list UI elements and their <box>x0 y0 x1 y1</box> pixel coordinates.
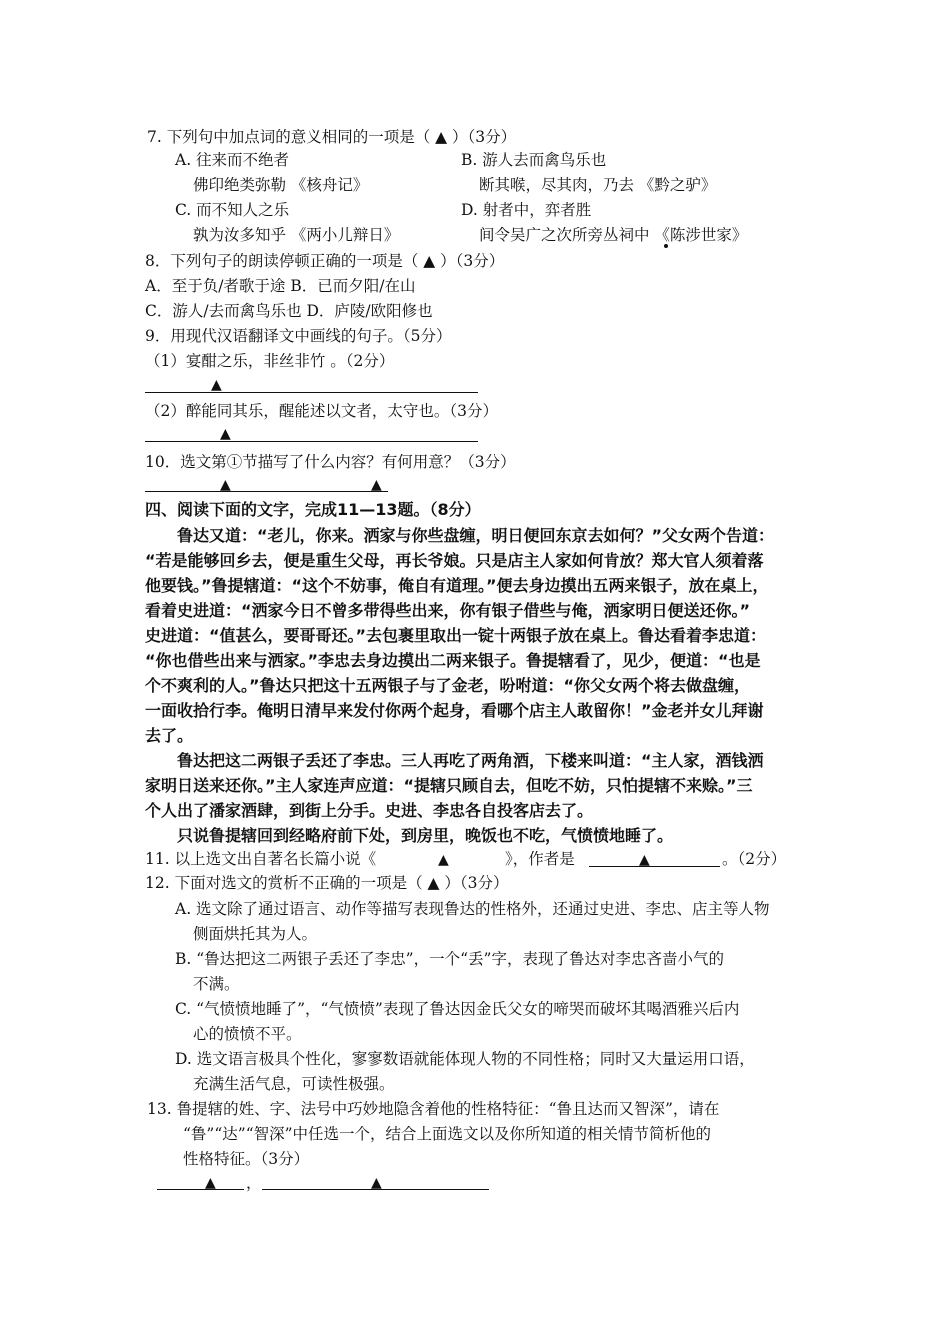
q10-stem: 10．选文第①节描写了什么内容？有何用意？（3分） <box>145 453 516 471</box>
passage-line: 去了。 <box>145 726 194 745</box>
q8-options-row1: A．至于负/者歌于途 B．已而夕阳/在山 <box>145 277 416 295</box>
q7-stem: 7. 下列句中加点词的意义相同的一项是（ ▲ ）（3分） <box>147 128 517 146</box>
q11-part1: 11. 以上选文出自著名长篇小说《 <box>145 850 377 868</box>
passage-line: “你也借些出来与洒家。”李忠去身边摸出二两来银子。鲁提辖看了，见少，便道：“也是 <box>145 651 761 670</box>
q12-option-c: C. “气愤愤地睡了”，“气愤愤”表现了鲁达因金氏父女的啼哭而破坏其喝酒雅兴后内 <box>175 1000 740 1018</box>
q12-option-a-cont: 侧面烘托其为人。 <box>193 925 318 943</box>
passage-line: “若是能够回乡去，便是重生父母，再长爷娘。只是店主人家如何肯放？郑大官人须着落 <box>145 551 764 570</box>
answer-line[interactable] <box>157 1189 244 1190</box>
q7-option-b-example: 断其喉，尽其肉，乃去 《黔之驴》 <box>479 176 717 194</box>
answer-line[interactable] <box>145 491 388 492</box>
q12-stem: 12. 下面对选文的赏析不正确的一项是（ ▲ ）（3分） <box>145 874 509 892</box>
answer-marker-icon: ▲ <box>639 852 650 868</box>
q12-option-b: B. “鲁达把这二两银子丢还了李忠”，一个“丢”字，表现了鲁达对李忠吝啬小气的 <box>175 950 724 968</box>
q12-option-c-cont: 心的愤愤不平。 <box>193 1025 302 1043</box>
answer-marker-icon: ▲ <box>371 1175 382 1191</box>
passage-line: 他要钱。”鲁提辖道：“这个不妨事，俺自有道理。”便去身边摸出五两来银子，放在桌上， <box>145 576 769 595</box>
q11-part2: 》，作者是 <box>505 850 575 868</box>
q9-sentence-1: （1）宴酣之乐，非丝非竹 。（2分） <box>145 352 395 370</box>
passage-line: 鲁达又道：“老儿，你来。洒家与你些盘缠，明日便回东京去如何？”父女两个告道： <box>177 526 775 545</box>
passage-line: 个不爽利的人。”鲁达只把这十五两银子与了金老，吩咐道：“你父女两个将去做盘缠， <box>145 676 751 695</box>
q7-option-d: D. 射者中，弈者胜 <box>461 201 592 219</box>
q7-option-b: B. 游人去而禽鸟乐也 <box>461 151 607 169</box>
answer-comma: ， <box>246 1174 262 1192</box>
passage-line: 一面收拾行李。俺明日清早来发付你两个起身，看哪个店主人敢留你！”金老并女儿拜谢 <box>145 701 764 720</box>
answer-marker-icon: ▲ <box>438 852 449 868</box>
q7-option-c: C. 而不知人之乐 <box>175 201 290 219</box>
q12-option-d-cont: 充满生活气息，可读性极强。 <box>193 1075 395 1093</box>
q7-option-a-example: 佛印绝类弥勒 《核舟记》 <box>193 176 369 194</box>
q7-option-a: A. 往来而不绝者 <box>175 151 290 169</box>
passage-line: 史进道：“值甚么，要哥哥还。”去包裹里取出一锭十两银子放在桌上。鲁达看着李忠道： <box>145 626 767 645</box>
q12-option-b-cont: 不满。 <box>193 975 240 993</box>
q9-sentence-2: （2）醉能同其乐，醒能述以文者，太守也。（3分） <box>145 402 498 420</box>
answer-marker-icon: ▲ <box>220 477 231 493</box>
answer-marker-icon: ▲ <box>205 1175 216 1191</box>
q11-part3: 。（2分） <box>722 850 787 868</box>
q9-stem: 9．用现代汉语翻译文中画线的句子。（5分） <box>145 327 452 345</box>
q7-option-c-example: 孰为汝多知乎 《两小儿辩日》 <box>193 226 400 244</box>
answer-line[interactable] <box>145 441 478 442</box>
section-title: 四、阅读下面的文字，完成11—13题。（8分） <box>145 500 481 519</box>
q8-stem: 8．下列句子的朗读停顿正确的一项是（ ▲ ）（3分） <box>145 252 505 270</box>
q8-options-row2: C．游人/去而禽鸟乐也 D．庐陵/欧阳修也 <box>145 302 433 320</box>
answer-line[interactable] <box>262 1189 489 1190</box>
passage-line: 看着史进道：“洒家今日不曾多带得些出来，你有银子借些与俺，洒家明日便送还你。” <box>145 601 751 620</box>
answer-line[interactable] <box>589 866 720 867</box>
passage-line: 家明日送来还你。”主人家连声应道：“提辖只顾自去，但吃不妨，只怕提辖不来赊。”三 <box>145 776 753 795</box>
q13-line-3: 性格特征。（3分） <box>183 1150 310 1168</box>
passage-line: 只说鲁提辖回到经略府前下处，到房里，晚饭也不吃，气愤愤地睡了。 <box>177 826 674 845</box>
q12-option-d: D. 选文语言极具个性化，寥寥数语就能体现人物的不同性格；同时又大量运用口语， <box>175 1050 755 1068</box>
answer-marker-icon: ▲ <box>220 426 231 442</box>
answer-marker-icon: ▲ <box>211 377 222 393</box>
answer-marker-icon: ▲ <box>371 477 382 493</box>
q7-option-d-example: 间令吴广之次所旁丛祠中 《陈涉世家》 <box>479 226 748 244</box>
q13-line-2: “鲁”“达”“智深”中任选一个，结合上面选文以及你所知道的相关情节简析他的 <box>183 1125 712 1143</box>
answer-line[interactable] <box>145 392 478 393</box>
passage-line: 鲁达把这二两银子丢还了李忠。三人再吃了两角酒，下楼来叫道：“主人家，酒钱洒 <box>177 751 764 770</box>
emphasis-dot <box>664 244 668 248</box>
q12-option-a: A. 选文除了通过语言、动作等描写表现鲁达的性格外，还通过史进、李忠、店主等人物 <box>175 900 770 918</box>
passage-line: 个人出了潘家酒肆，到街上分手。史进、李忠各自投客店去了。 <box>145 801 594 820</box>
q13-line-1: 13. 鲁提辖的姓、字、法号中巧妙地隐含着他的性格特征：“鲁且达而又智深”，请在 <box>147 1100 720 1118</box>
